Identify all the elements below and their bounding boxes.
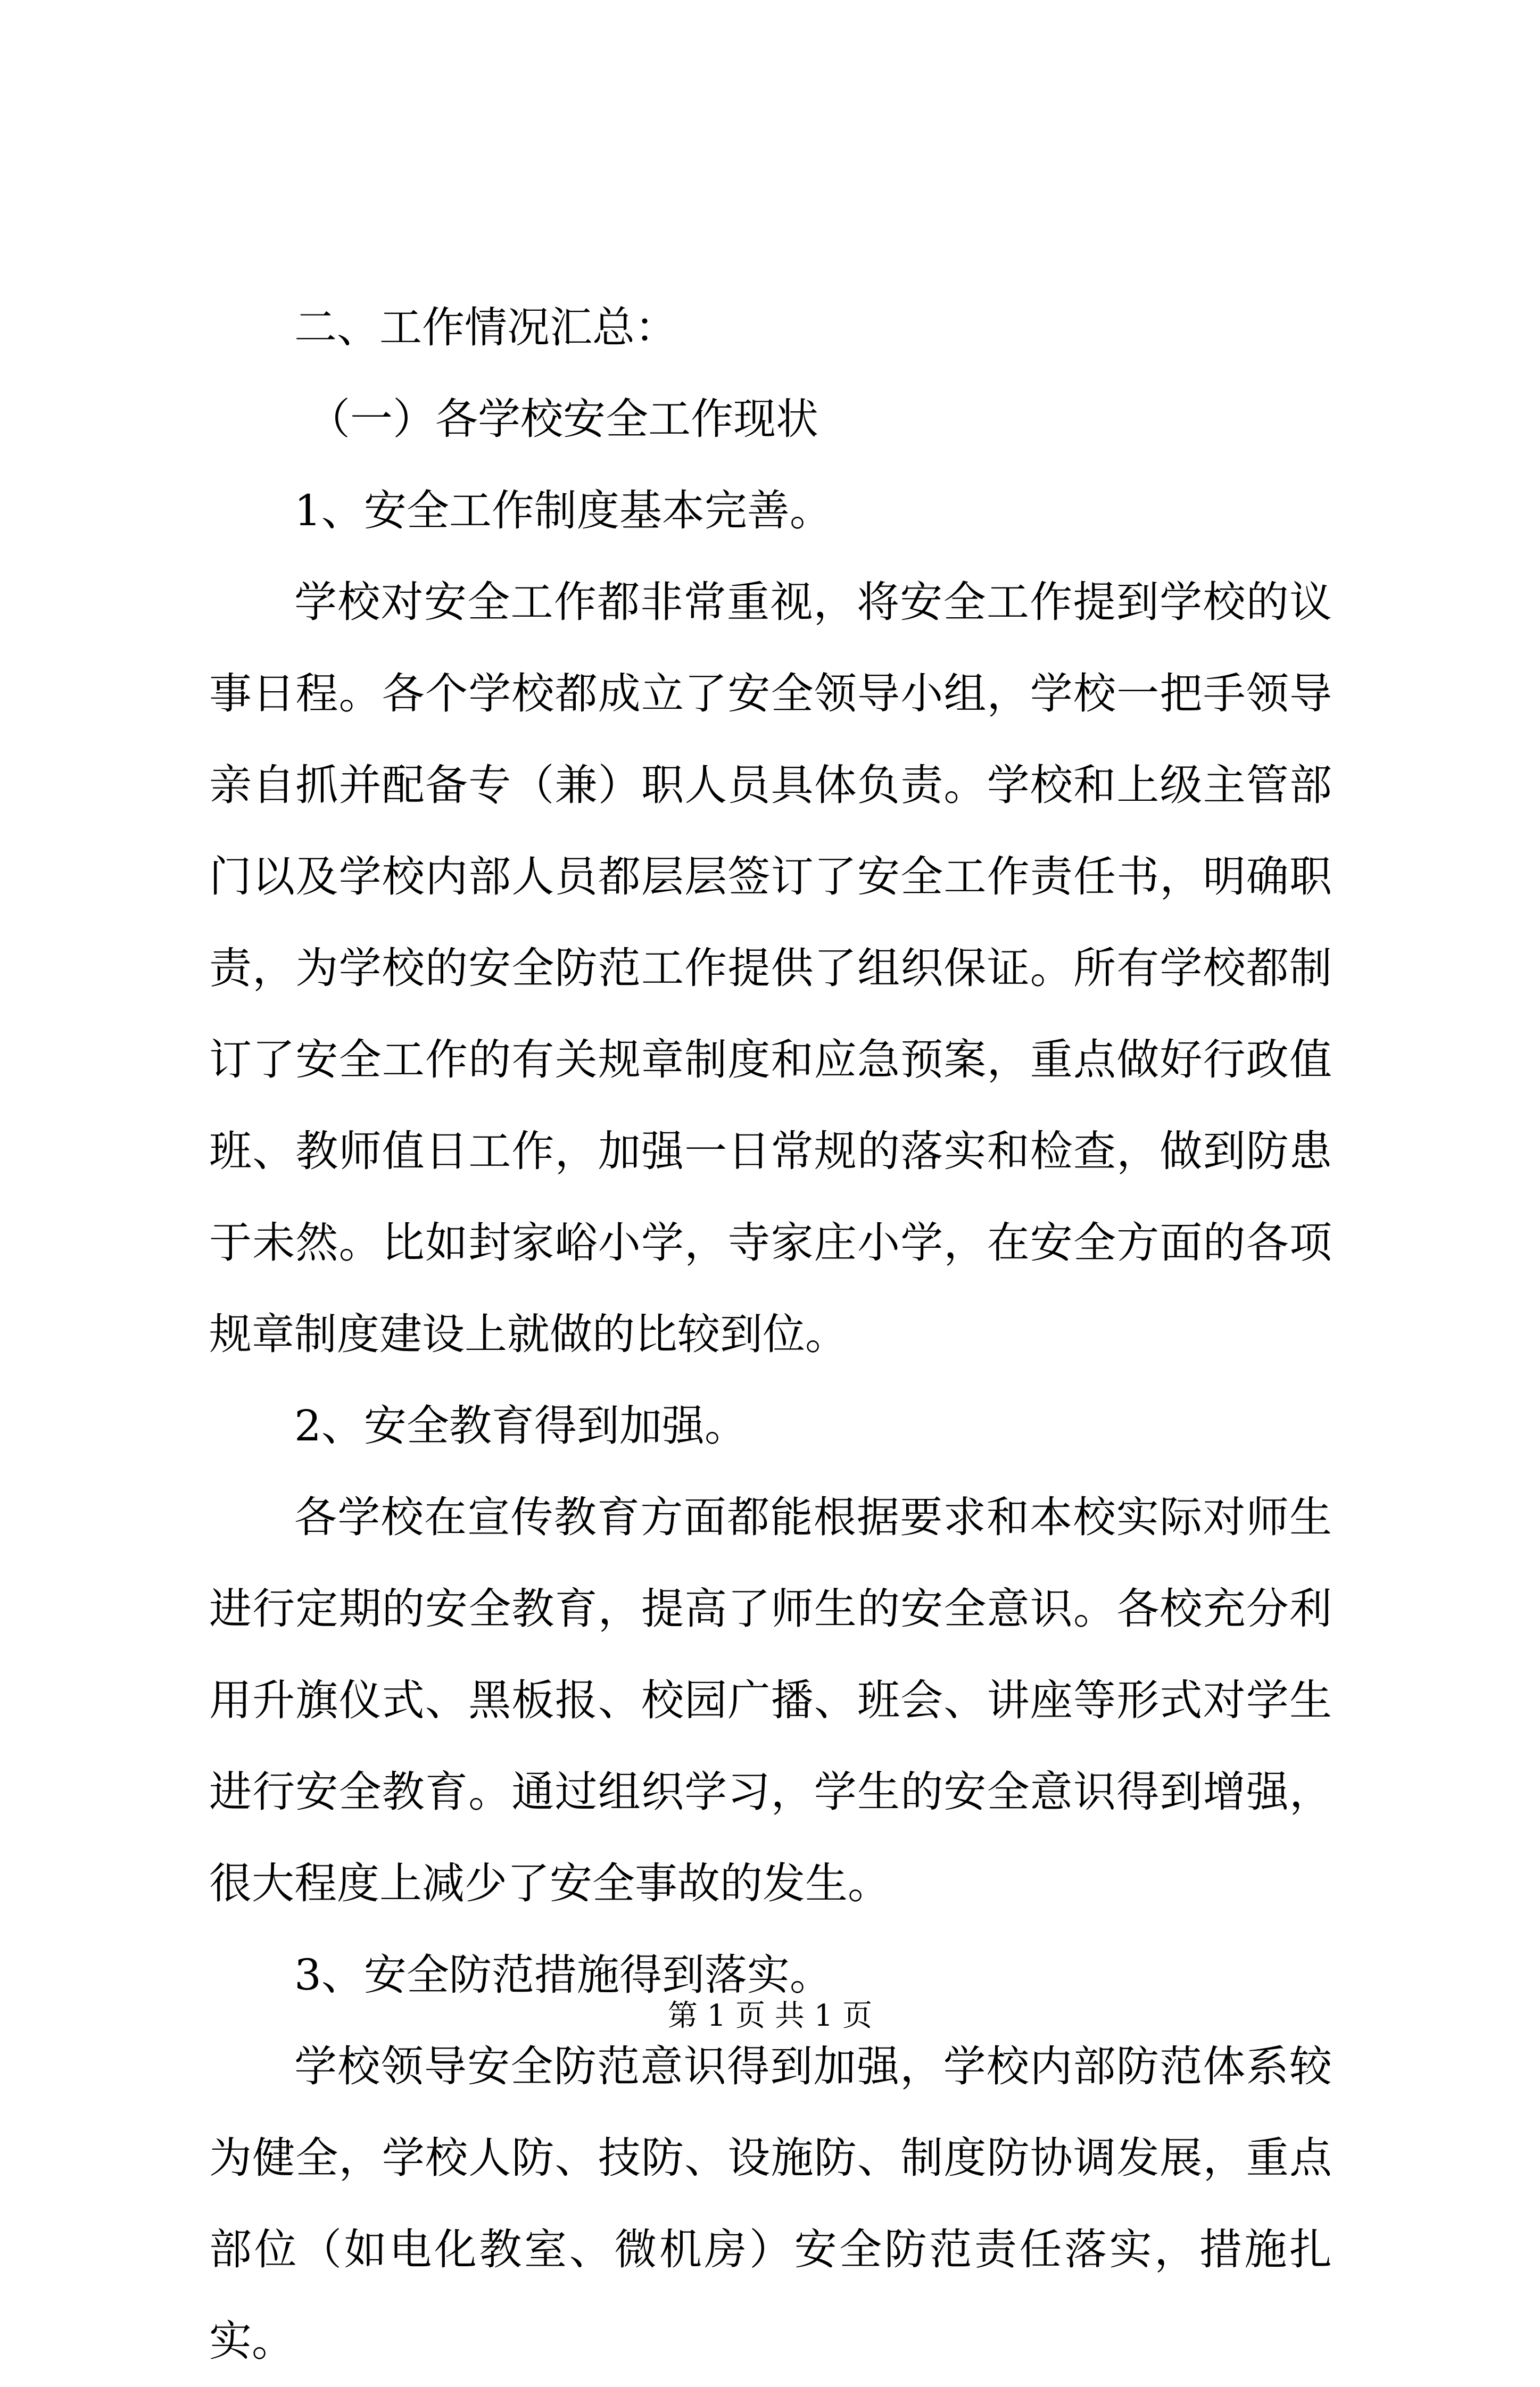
page-footer: 第 1 页 共 1 页 [667, 1999, 873, 2033]
item-1-paragraph: 学校对安全工作都非常重视，将安全工作提到学校的议事日程。各个学校都成立了安全领导小组，学校一把手领导亲自抓并配备专（兼）职人员具体负责。学校和上级主管部门以及学校内部人员都层层签订了安全工作责任书，明确职责，为学校的安全防范工作提供了组织保证。所有学校都制订了安全工作的有关规章制度和应急预案，重点做好行政值班、教师值日工作，加强一日常规的落实和检查，做到防患于未然。比如封家峪小学，寺家庄小学，在安全方面的各项规章制度建设上就做的比较到位。 [209, 577, 1332, 1359]
item-1-title: 1、安全工作制度基本完善。 [294, 486, 832, 535]
item-2-title: 2、安全教育得到加强。 [294, 1401, 747, 1451]
section-heading: 二、工作情况汇总： [294, 303, 677, 352]
document-body [209, 282, 1332, 2387]
item-2-paragraph: 各学校在宣传教育方面都能根据要求和本校实际对师生进行定期的安全教育，提高了师生的安全意识。各校充分利用升旗仪式、黑板报、校园广播、班会、讲座等形式对学生进行安全教育。通过组织学习，学生的安全意识得到增强，很大程度上减少了安全事故的发生。 [209, 1493, 1332, 1908]
subsection-heading: （一）各学校安全工作现状 [308, 394, 818, 444]
item-3-paragraph: 学校领导安全防范意识得到加强，学校内部防范体系较为健全，学校人防、技防、设施防、制度防协调发展，重点部位（如电化教室、微机房）安全防范责任落实，措施扎实。 [209, 2042, 1332, 2366]
item-3-title: 3、安全防范措施得到落实。 [294, 1950, 832, 2000]
